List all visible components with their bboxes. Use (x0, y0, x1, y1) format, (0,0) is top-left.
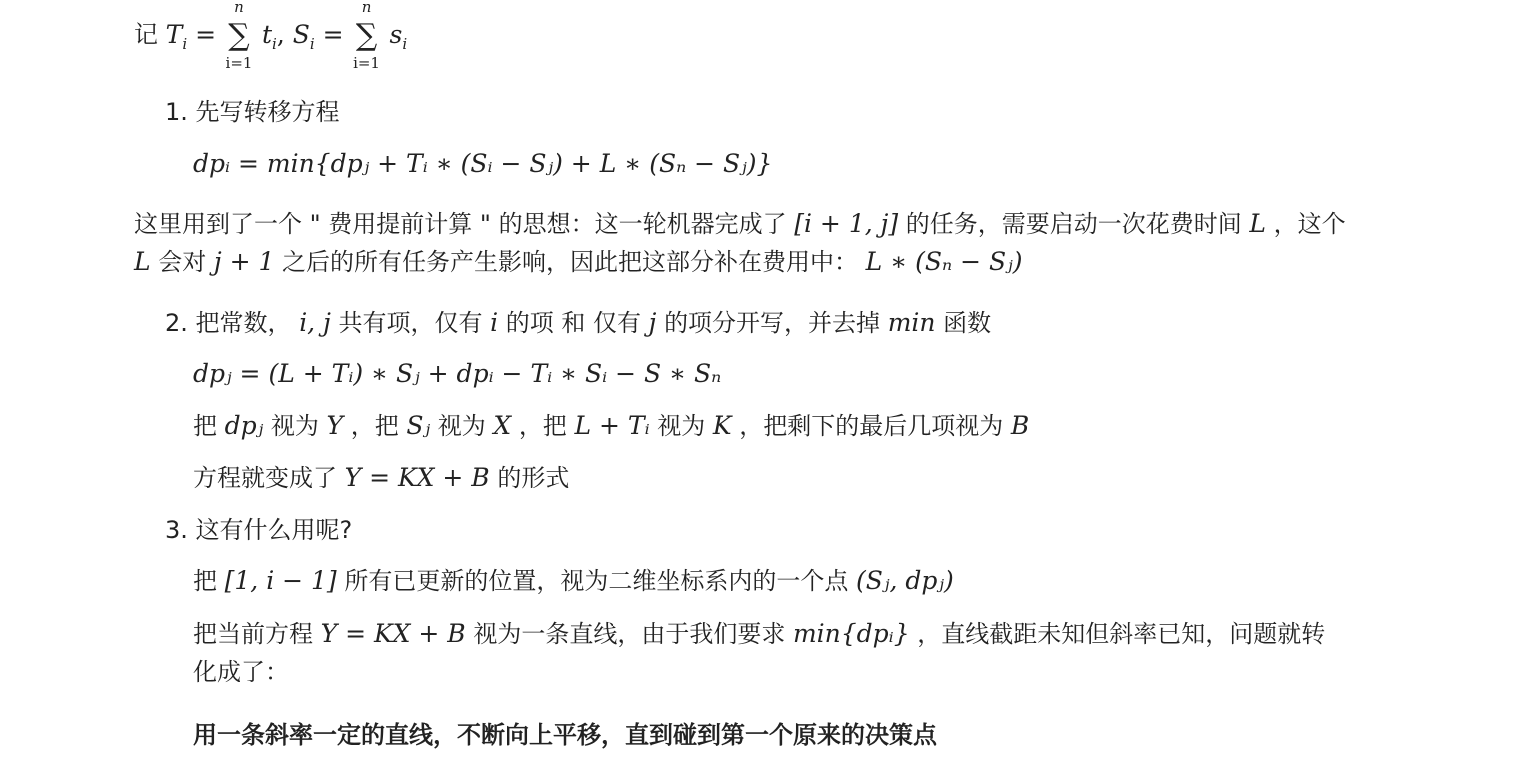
step1-formula: dpᵢ = min{dpⱼ + Tᵢ ∗ (Sᵢ − Sⱼ) + L ∗ (Sₙ − Sⱼ)} (193, 149, 773, 178)
sum-symbol-t: n ∑ i=1 (225, 0, 253, 72)
step3-line-2: 化成了： (193, 658, 289, 686)
sum-symbol-s: n ∑ i=1 (353, 0, 380, 72)
step2-mapping: 把 dpⱼ 视为 Y ，把 Sⱼ 视为 X ，把 L + Tᵢ 视为 K ，把剩下的最后几项视为 B (193, 411, 1030, 440)
explanation-line-1: 这里用到了一个 " 费用提前计算 " 的思想：这一轮机器完成了 [i + 1, j] 的任务，需要启动一次花费时间 L ，这个 (134, 209, 1346, 238)
step3-conclusion: 用一条斜率一定的直线，不断向上平移，直到碰到第一个原来的决策点 (193, 721, 937, 749)
step1-title: 先写转移方程 (195, 98, 340, 126)
intro-lead: 记 (134, 20, 158, 49)
intro-definition (134, 0, 408, 72)
step2-number: 2. (165, 309, 188, 337)
step2-formula: dpⱼ = (L + Tᵢ) ∗ Sⱼ + dpᵢ − Tᵢ ∗ Sᵢ − S ∗ Sₙ (193, 359, 722, 388)
step1-heading (165, 96, 340, 128)
step3-heading (165, 514, 352, 546)
intro-formula: $T_i$ = n ∑ i=1 $t_i$, $S_i$ = n ∑ i=1 $s_i$ (165, 0, 408, 72)
step3-number: 3. (165, 516, 188, 544)
explanation-line-2: L 会对 j + 1 之后的所有任务产生影响，因此把这部分补在费用中： L ∗ (Sₙ − Sⱼ) (134, 247, 1023, 276)
step2-heading: 2. 把常数， i, j 共有项，仅有 i 的项 和 仅有 j 的项分开写，并去掉 min 函数 (165, 308, 992, 337)
step3-line-1: 把当前方程 Y = KX + B 视为一条直线，由于我们要求 min{dpᵢ} ，直线截距未知但斜率已知，问题就转 (193, 619, 1326, 648)
step3-points: 把 [1, i − 1] 所有已更新的位置，视为二维坐标系内的一个点 (Sⱼ, dpⱼ) (193, 566, 954, 595)
step2-result: 方程就变成了 Y = KX + B 的形式 (193, 463, 570, 492)
step1-number: 1. (165, 98, 188, 126)
step3-title: 这有什么用呢? (195, 516, 353, 544)
